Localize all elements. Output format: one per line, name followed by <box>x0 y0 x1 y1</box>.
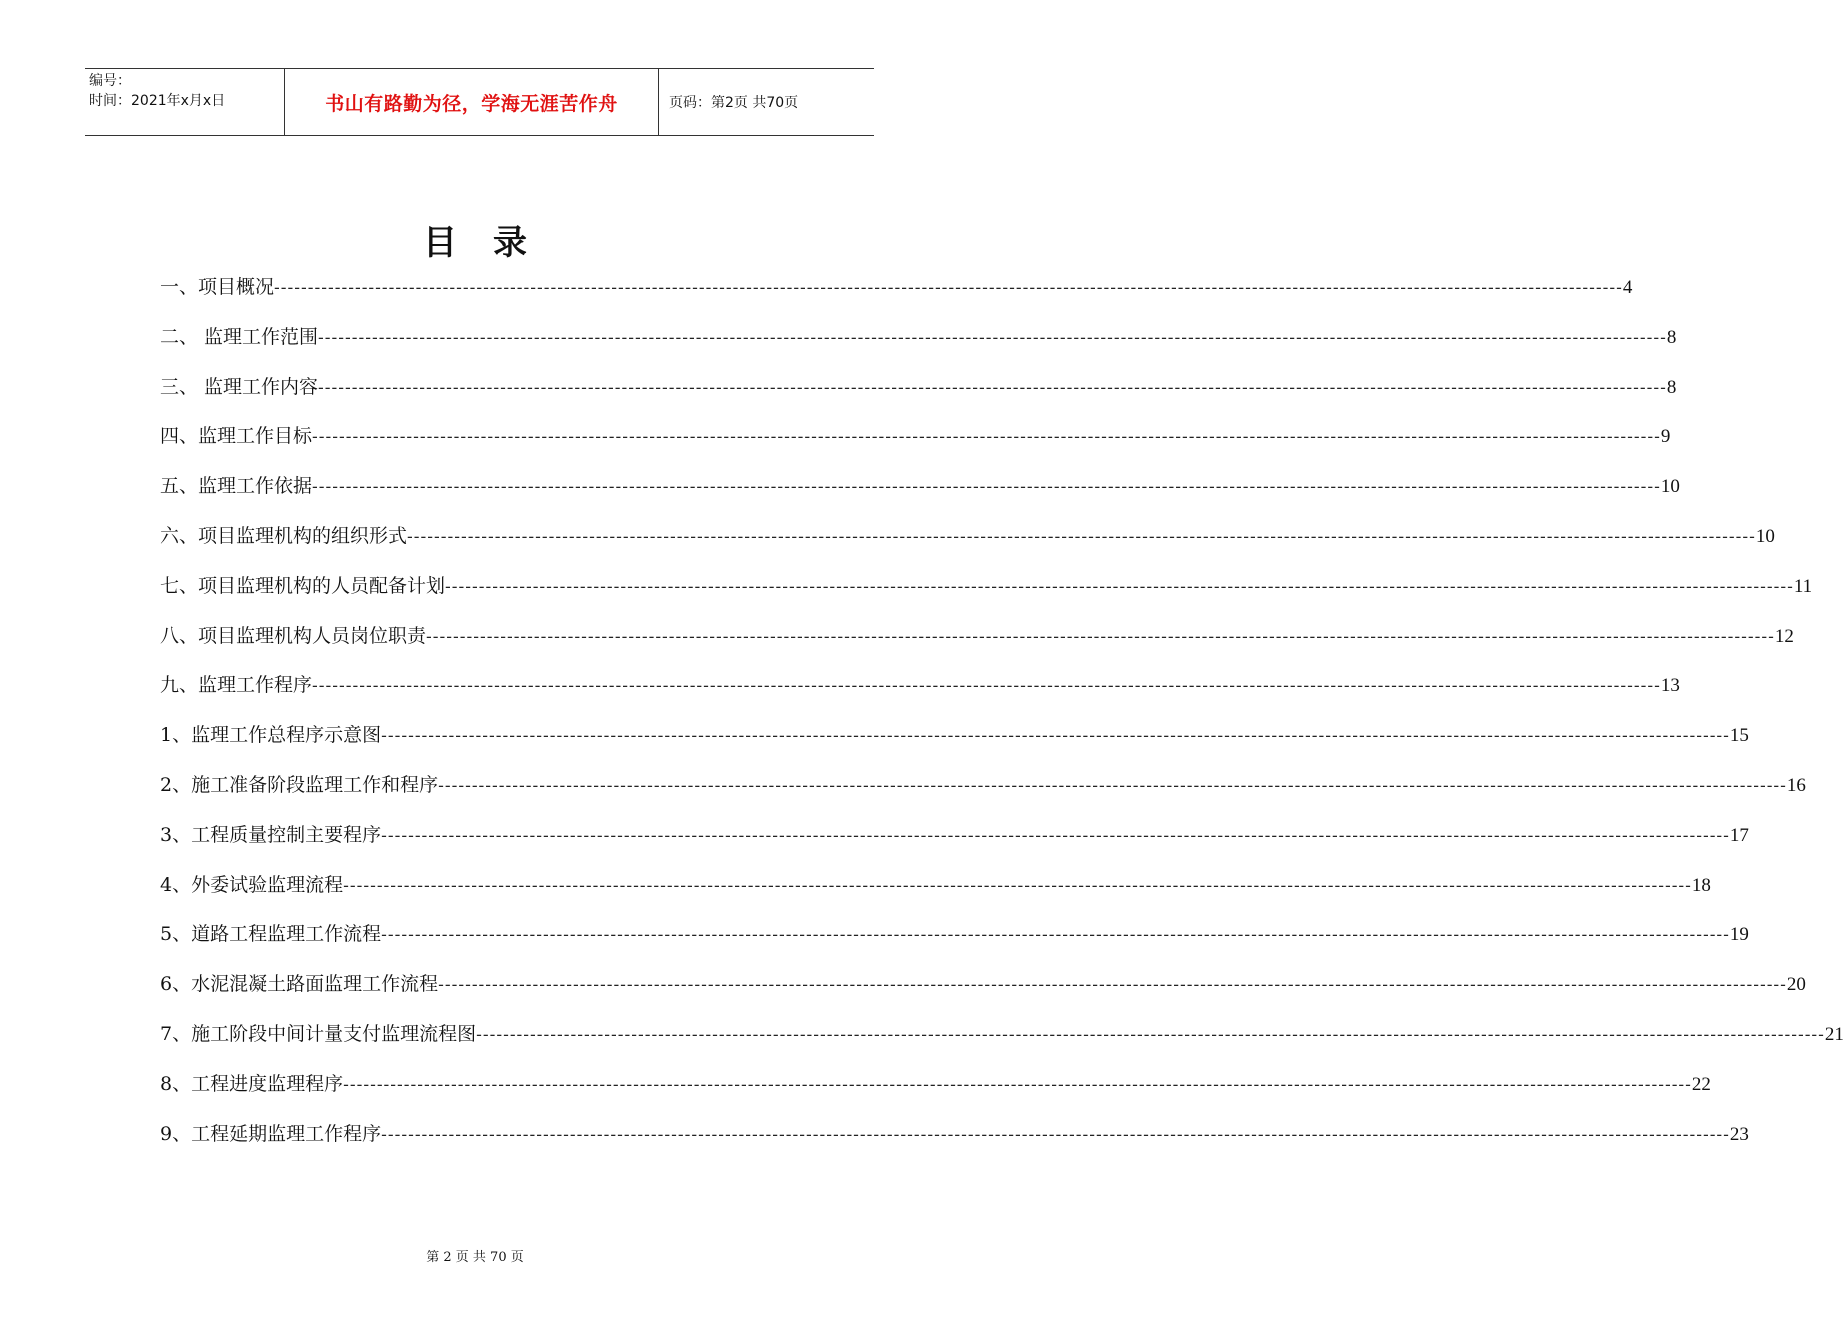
toc-leader: -------------------------------------------------------------------------------------------------------------------------------------------------------------------------------------------------------- <box>381 825 1730 846</box>
toc-entry-page: 8 <box>1666 376 1677 398</box>
toc-entry-label: 6、水泥混凝土路面监理工作流程 <box>160 973 439 996</box>
table-of-contents <box>160 272 1844 1168</box>
toc-entry[interactable] <box>160 1019 1844 1069</box>
toc-entry[interactable] <box>160 919 1749 969</box>
toc-entry-label: 九、监理工作程序 <box>160 674 313 697</box>
page-header <box>85 68 874 136</box>
toc-title: 目录 <box>423 223 563 263</box>
toc-leader: -------------------------------------------------------------------------------------------------------------------------------------------------------------------------------------------------------- <box>343 875 1692 896</box>
toc-leader: -------------------------------------------------------------------------------------------------------------------------------------------------------------------------------------------------------- <box>381 726 1730 747</box>
toc-leader: -------------------------------------------------------------------------------------------------------------------------------------------------------------------------------------------------------- <box>312 676 1661 697</box>
toc-leader: -------------------------------------------------------------------------------------------------------------------------------------------------------------------------------------------------------- <box>318 377 1667 398</box>
toc-entry[interactable] <box>160 870 1711 920</box>
toc-entry-label: 2、施工准备阶段监理工作和程序 <box>160 773 439 796</box>
toc-leader: -------------------------------------------------------------------------------------------------------------------------------------------------------------------------------------------------------- <box>318 327 1667 348</box>
time-label: 时间：2021年x月x日 <box>89 93 226 109</box>
toc-entry-page: 21 <box>1824 1023 1844 1045</box>
toc-entry[interactable] <box>160 1119 1749 1169</box>
toc-entry-label: 四、监理工作目标 <box>160 425 313 448</box>
toc-entry[interactable] <box>160 670 1680 720</box>
toc-entry[interactable] <box>160 820 1749 870</box>
header-motto-cell <box>285 69 659 135</box>
toc-entry-label: 1、监理工作总程序示意图 <box>160 724 382 747</box>
toc-entry-page: 19 <box>1729 924 1749 946</box>
toc-entry-page: 20 <box>1786 974 1806 996</box>
toc-entry-label: 5、道路工程监理工作流程 <box>160 923 382 946</box>
toc-entry-label: 8、工程进度监理程序 <box>160 1072 344 1095</box>
toc-entry-page: 4 <box>1622 277 1633 298</box>
toc-entry-page: 18 <box>1691 874 1711 896</box>
toc-entry-label: 八、项目监理机构人员岗位职责 <box>160 624 427 647</box>
toc-leader: -------------------------------------------------------------------------------------------------------------------------------------------------------------------------------------------------------- <box>445 576 1794 597</box>
toc-entry[interactable] <box>160 969 1806 1019</box>
toc-entry[interactable] <box>160 1069 1711 1119</box>
toc-entry[interactable] <box>160 621 1794 671</box>
toc-leader: -------------------------------------------------------------------------------------------------------------------------------------------------------------------------------------------------------- <box>476 1024 1825 1045</box>
toc-entry-page: 10 <box>1660 476 1680 498</box>
toc-entry-page: 22 <box>1691 1073 1711 1095</box>
toc-entry[interactable] <box>160 471 1680 521</box>
toc-leader: -------------------------------------------------------------------------------------------------------------------------------------------------------------------------------------------------------- <box>312 477 1661 498</box>
toc-leader: -------------------------------------------------------------------------------------------------------------------------------------------------------------------------------------------------------- <box>381 1124 1730 1145</box>
toc-leader: -------------------------------------------------------------------------------------------------------------------------------------------------------------------------------------------------------- <box>438 975 1787 996</box>
header-page-cell <box>659 69 874 135</box>
toc-entry-label: 三、 监理工作内容 <box>160 375 319 398</box>
toc-entry-page: 13 <box>1660 675 1680 697</box>
toc-entry[interactable] <box>160 322 1677 372</box>
motto-text: 书山有路勤为径，学海无涯苦作舟 <box>325 92 618 115</box>
toc-entry-label: 4、外委试验监理流程 <box>160 873 344 896</box>
toc-leader: -------------------------------------------------------------------------------------------------------------------------------------------------------------------------------------------------------- <box>426 626 1775 647</box>
page-footer: 第 2 页 共 70 页 <box>426 1250 524 1265</box>
toc-entry-page: 8 <box>1666 326 1677 348</box>
toc-leader: -------------------------------------------------------------------------------------------------------------------------------------------------------------------------------------------------------- <box>438 775 1787 796</box>
toc-entry-page: 12 <box>1774 625 1794 647</box>
toc-entry-label: 二、 监理工作范围 <box>160 325 319 348</box>
toc-leader: -------------------------------------------------------------------------------------------------------------------------------------------------------------------------------------------------------- <box>381 925 1730 946</box>
number-label: 编号： <box>89 73 131 89</box>
toc-entry-label: 9、工程延期监理工作程序 <box>160 1122 382 1145</box>
toc-entry[interactable] <box>160 770 1806 820</box>
header-info <box>85 69 285 135</box>
toc-entry[interactable] <box>160 720 1749 770</box>
toc-leader: -------------------------------------------------------------------------------------------------------------------------------------------------------------------------------------------------------- <box>312 427 1661 448</box>
page-label: 页码：第2页 共70页 <box>669 95 799 111</box>
toc-entry-page: 17 <box>1729 824 1749 846</box>
toc-entry-label: 七、项目监理机构的人员配备计划 <box>160 574 446 597</box>
toc-leader: -------------------------------------------------------------------------------------------------------------------------------------------------------------------------------------------------------- <box>274 278 1623 298</box>
toc-leader: -------------------------------------------------------------------------------------------------------------------------------------------------------------------------------------------------------- <box>407 526 1756 547</box>
toc-entry-label: 一、项目概况 <box>160 276 275 298</box>
toc-entry[interactable] <box>160 521 1775 571</box>
toc-entry-label: 7、施工阶段中间计量支付监理流程图 <box>160 1022 477 1045</box>
toc-entry-label: 3、工程质量控制主要程序 <box>160 823 382 846</box>
toc-entry-label: 六、项目监理机构的组织形式 <box>160 524 408 547</box>
toc-entry-page: 23 <box>1729 1123 1749 1145</box>
toc-entry-page: 10 <box>1755 525 1775 547</box>
toc-entry-page: 16 <box>1786 774 1806 796</box>
toc-entry[interactable] <box>160 372 1677 422</box>
toc-entry-page: 11 <box>1793 575 1813 597</box>
toc-entry[interactable] <box>160 272 1633 322</box>
toc-entry[interactable] <box>160 421 1671 471</box>
toc-entry[interactable] <box>160 571 1813 621</box>
toc-entry-label: 五、监理工作依据 <box>160 475 313 498</box>
toc-entry-page: 15 <box>1729 725 1749 747</box>
toc-entry-page: 9 <box>1660 426 1671 448</box>
toc-leader: -------------------------------------------------------------------------------------------------------------------------------------------------------------------------------------------------------- <box>343 1074 1692 1095</box>
